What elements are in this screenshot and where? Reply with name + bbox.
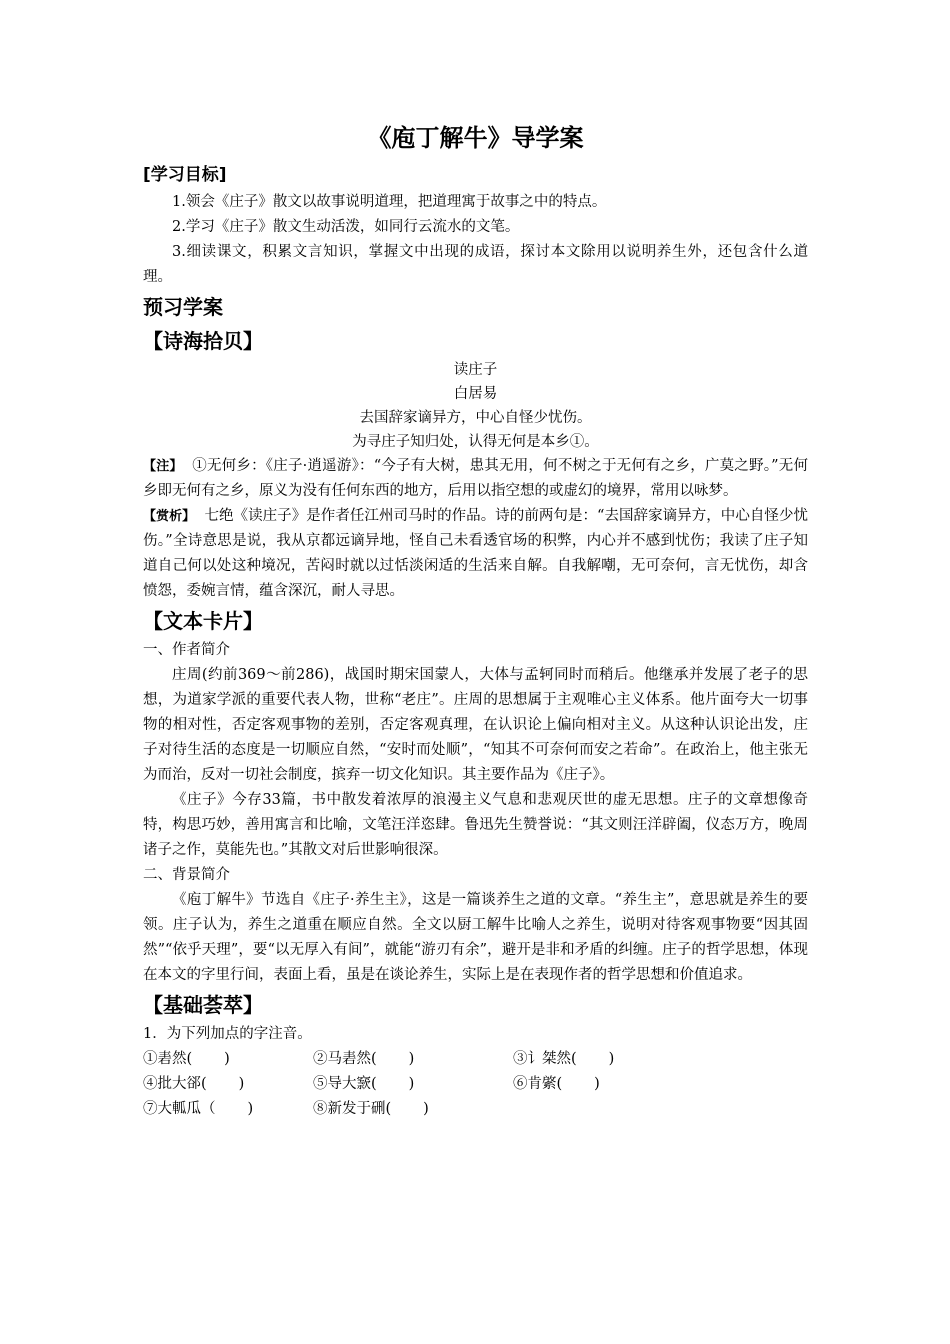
poem-title: 读庄子 <box>453 362 498 378</box>
text-card-heading: 【文本卡片】 <box>143 609 263 633</box>
page-title: 《庖丁解牛》导学案 <box>367 124 584 152</box>
blank-item[interactable]: ①砉然( ) <box>143 1051 230 1067</box>
blank-item[interactable]: ⑤导大窾( ) <box>313 1076 415 1092</box>
poem-line: 去国辞家谪异方，中心自怪少忧伤。 <box>359 410 592 426</box>
note-text: ①无何乡：《庄子·逍遥游》：“今子有大树，患其无用，何不树之于无何有之乡，广莫之野。”无何乡即无何有之乡，原义为没有任何东西的地方，后用以指空想的或虚幻的境界，常用以咏梦。 <box>143 458 808 499</box>
goal-item: 3.细读课文，积累文言知识，掌握文中出现的成语，探讨本文除用以说明养生外，还包含什么道理。 <box>143 244 808 285</box>
basics-heading: 【基础荟萃】 <box>143 993 263 1017</box>
question-1: 1．为下列加点的字注音。 <box>143 1026 312 1042</box>
appreciation-text: 七绝《读庄子》是作者任江州司马时的作品。诗的前两句是：“去国辞家谪异方，中心自怪少忧伤。”全诗意思是说，我从京都远谪异地，怪自己未看透官场的积弊，内心并不感到忧伤；我读了庄子知道自己何以处这种境况，苦闷时就以过恬淡闲适的生活来自解。自我解嘲，无可奈何，言无忧伤，却含愤怨，委婉言情，蕴含深沉，耐人寻思。 <box>143 508 808 599</box>
note-paragraph <box>143 454 808 504</box>
pronunciation-grid <box>143 1047 808 1122</box>
poem-line: 为寻庄子知归处，认得无何是本乡①。 <box>352 434 599 450</box>
background-paragraph: 《庖丁解牛》节选自《庄子·养生主》，这是一篇谈养生之道的文章。“养生主”，意思就是养生的要领。庄子认为，养生之道重在顺应自然。全文以厨工解牛比喻人之养生，说明对待客观事物要“因其固然”“依乎天理”，要“以无厚入有间”，就能“游刃有余”，避开是非和矛盾的纠缠。庄子的哲学思想，体现在本文的字里行间，表面上看，虽是在谈论养生，实际上是在表现作者的哲学思想和价值追求。 <box>143 892 808 983</box>
author-paragraph: 《庄子》今存33篇，书中散发着浓厚的浪漫主义气息和悲观厌世的虚无思想。庄子的文章想像奇特，构思巧妙，善用寓言和比喻，文笔汪洋恣肆。鲁迅先生赞誉说：“其文则汪洋辟阖，仪态万方，晚周诸子之作，莫能先也。”其散文对后世影响很深。 <box>143 792 808 858</box>
note-tag: 【注】 <box>143 459 183 474</box>
blank-item[interactable]: ③讠桀然( ) <box>513 1051 615 1067</box>
appreciation-tag: 【赏析】 <box>143 509 196 524</box>
blank-item[interactable]: ④批大郤( ) <box>143 1076 245 1092</box>
preview-heading: 预习学案 <box>143 295 223 319</box>
appreciation-paragraph <box>143 504 808 604</box>
blank-item[interactable]: ⑧新发于硎( ) <box>313 1101 429 1117</box>
goals-heading: [学习目标] <box>143 165 227 185</box>
blank-item[interactable]: ⑦大軱瓜（ ) <box>143 1101 254 1117</box>
author-subheading: 一、作者简介 <box>143 642 230 658</box>
background-subheading: 二、背景简介 <box>143 867 230 883</box>
goal-item: 2.学习《庄子》散文生动活泼，如同行云流水的文笔。 <box>172 219 520 235</box>
goal-item: 1.领会《庄子》散文以故事说明道理，把道理寓于故事之中的特点。 <box>172 194 607 210</box>
poem-section-heading: 【诗海拾贝】 <box>143 329 263 353</box>
author-paragraph: 庄周(约前369～前286)，战国时期宋国蒙人，大体与孟轲同时而稍后。他继承并发展了老子的思想，为道家学派的重要代表人物，世称“老庄”。庄周的思想属于主观唯心主义体系。他片面夸大一切事物的相对性，否定客观事物的差别，否定客观真理，在认识论上偏向相对主义。从这种认识论出发，庄子对待生活的态度是一切顺应自然，“安时而处顺”，“知其不可奈何而安之若命”。在政治上，他主张无为而治，反对一切社会制度，摈弃一切文化知识。其主要作品为《庄子》。 <box>143 667 808 783</box>
blank-item[interactable]: ②马砉然( ) <box>313 1051 415 1067</box>
document-page <box>143 118 808 1122</box>
poem-author: 白居易 <box>453 386 498 402</box>
blank-item[interactable]: ⑥肯綮( ) <box>513 1076 600 1092</box>
